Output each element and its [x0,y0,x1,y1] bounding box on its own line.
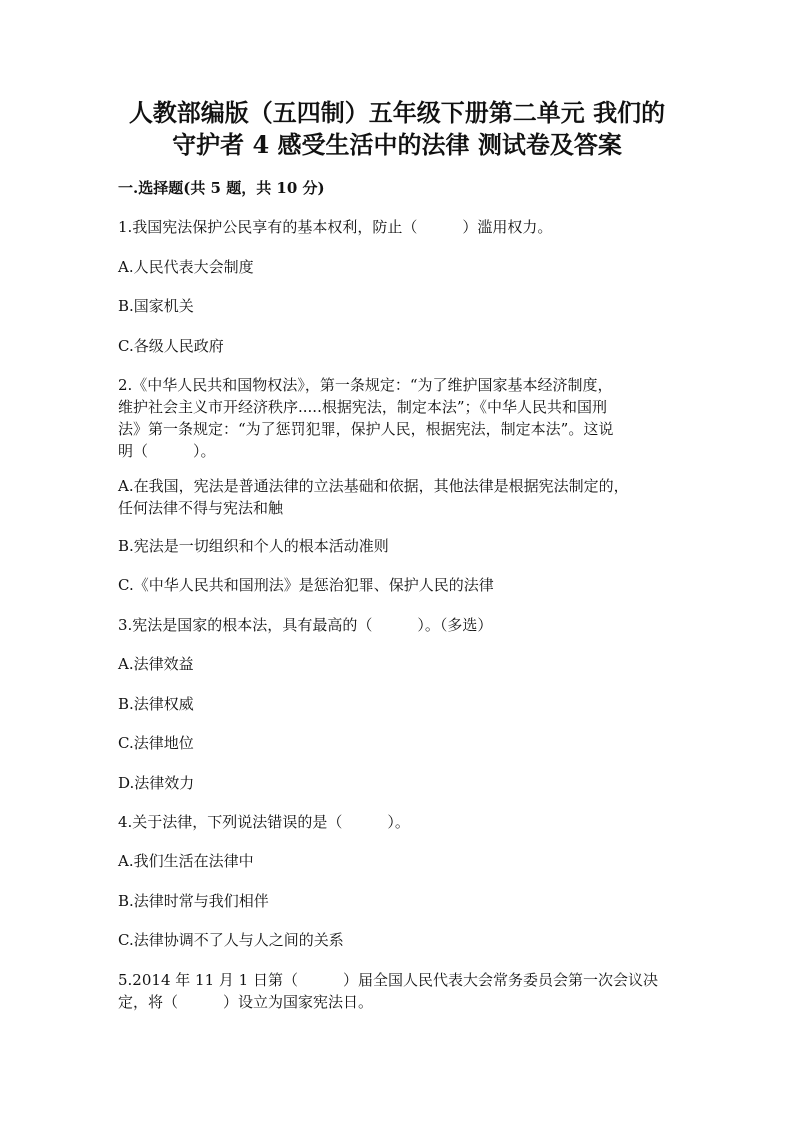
question-3-option-d: D.法律效力 [118,774,195,792]
question-1-option-a: A.人民代表大会制度 [118,258,254,276]
question-2-stem-line: 法》第一条规定：“为了惩罚犯罪，保护人民，根据宪法，制定本法”。这说 [118,420,614,438]
question-4-option-a: A.我们生活在法律中 [118,852,254,870]
question-2-stem [118,374,678,462]
document-title-line-1: 人教部编版（五四制）五年级下册第二单元 我们的 [128,98,666,127]
question-3-option-b: B.法律权威 [118,695,194,713]
question-2-option-a-line: 任何法律不得与宪法和触 [118,499,284,517]
question-1-option-c: C.各级人民政府 [118,337,224,355]
question-1-stem: 1.我国宪法保护公民享有的基本权利，防止（ ）滥用权力。 [118,218,553,236]
question-4-option-b: B.法律时常与我们相伴 [118,892,269,910]
question-5-stem-line: 5.2014 年 11 月 1 日第（ ）届全国人民代表大会常务委员会第一次会议决 [118,971,658,989]
question-3-stem: 3.宪法是国家的根本法，具有最高的（ ）。（多选） [118,616,493,634]
question-4-stem: 4.关于法律，下列说法错误的是（ ）。 [118,813,410,831]
question-1-option-b: B.国家机关 [118,297,194,315]
question-3-option-c: C.法律地位 [118,734,194,752]
question-2-option-a [118,475,678,519]
question-2-option-b: B.宪法是一切组织和个人的根本活动准则 [118,537,389,555]
question-5-stem [118,969,678,1013]
document-title-line-2: 守护者 4 感受生活中的法律 测试卷及答案 [172,130,622,159]
question-2-stem-line: 2.《中华人民共和国物权法》，第一条规定：“为了维护国家基本经济制度， [118,376,613,394]
question-4-option-c: C.法律协调不了人与人之间的关系 [118,931,344,949]
question-2-option-a-line: A.在我国，宪法是普通法律的立法基础和依据，其他法律是根据宪法制定的， [118,477,629,495]
question-3-option-a: A.法律效益 [118,655,194,673]
question-2-stem-line: 明（ ）。 [118,442,216,460]
section-heading: 一.选择题(共 5 题，共 10 分) [118,179,325,197]
question-2-stem-line: 维护社会主义市开经济秩序.....根据宪法，制定本法”；《中华人民共和国刑 [118,398,608,416]
question-5-stem-line: 定，将（ ）设立为国家宪法日。 [118,993,374,1011]
question-2-option-c: C.《中华人民共和国刑法》是惩治犯罪、保护人民的法律 [118,576,494,594]
